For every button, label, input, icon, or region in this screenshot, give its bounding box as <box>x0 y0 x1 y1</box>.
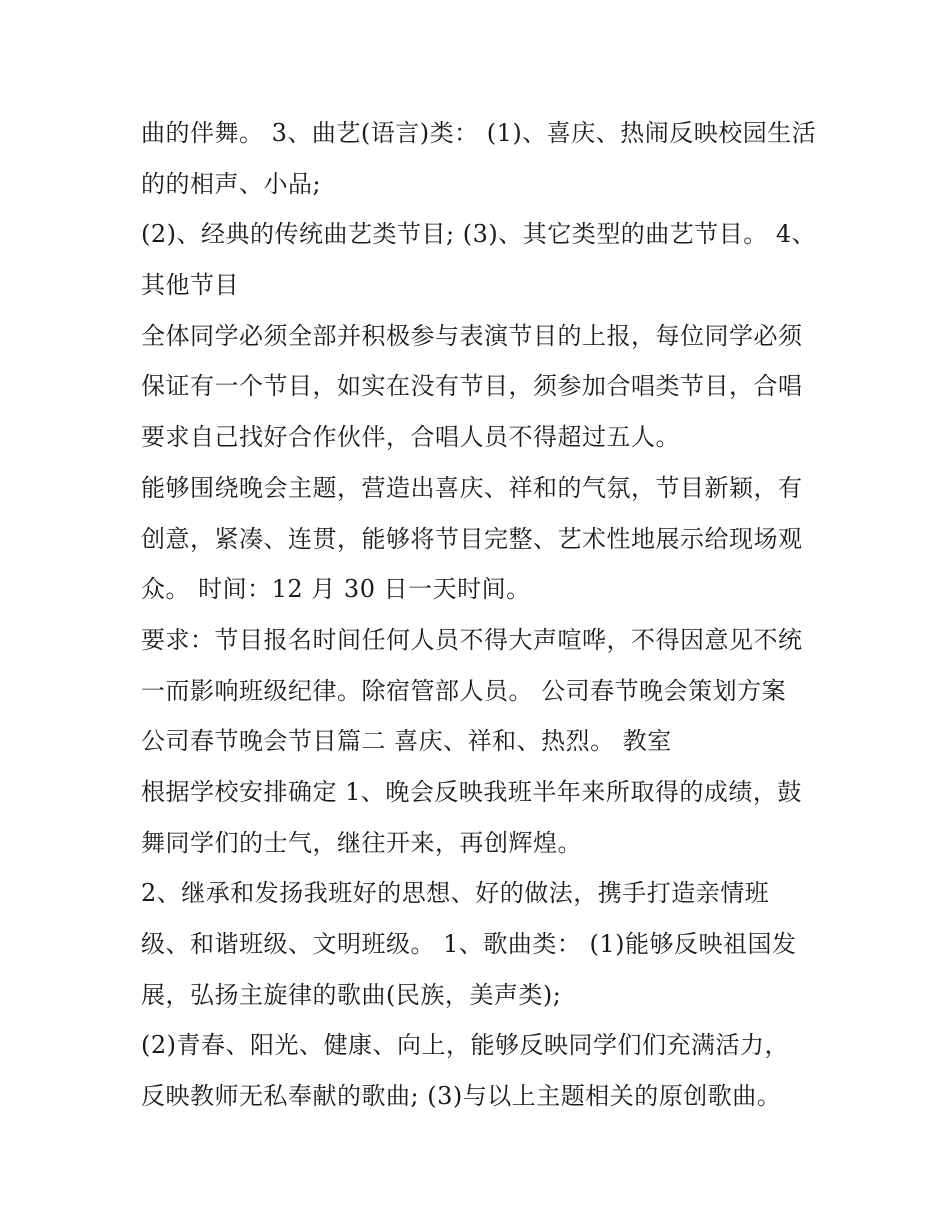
text-line: 反映教师无私奉献的歌曲; (3)与以上主题相关的原创歌曲。 <box>141 1082 782 1111</box>
text-line: 级、和谐班级、文明班级。 1、歌曲类： (1)能够反映祖国发 <box>141 930 797 958</box>
text-line: 其他节目 <box>141 271 239 300</box>
text-line: 公司春节晚会节目篇二 喜庆、祥和、热烈。 教室 <box>141 727 672 756</box>
text-line: 众。 时间：12 月 30 日一天时间。 <box>141 575 531 604</box>
text-line: (2)青春、阳光、健康、向上，能够反映同学们们充满活力， <box>141 1031 789 1060</box>
text-line: 舞同学们的士气，继往开来，再创辉煌。 <box>141 828 582 857</box>
document-body <box>141 108 831 1122</box>
text-line: 要求自己找好合作伙伴，合唱人员不得超过五人。 <box>141 423 680 452</box>
text-line: (2)、经典的传统曲艺类节目; (3)、其它类型的曲艺节目。 4、 <box>141 220 817 249</box>
text-line: 能够围绕晚会主题，营造出喜庆、祥和的气氛，节目新颖，有 <box>141 473 803 502</box>
text-line: 要求：节目报名时间任何人员不得大声喧哗，不得因意见不统 <box>141 625 803 654</box>
text-line: 保证有一个节目，如实在没有节目，须参加合唱类节目，合唱 <box>141 372 803 401</box>
text-line: 展，弘扬主旋律的歌曲(民族，美声类); <box>141 980 562 1009</box>
text-line: 一而影响班级纪律。除宿管部人员。 公司春节晚会策划方案 <box>141 676 787 705</box>
text-line: 的的相声、小品; <box>141 169 322 198</box>
text-line: 根据学校安排确定 1、晚会反映我班半年来所取得的成绩，鼓 <box>141 777 802 806</box>
text-line: 曲的伴舞。 3、曲艺(语言)类： (1)、喜庆、热闹反映校园生活 <box>141 119 817 147</box>
text-line: 2、继承和发扬我班好的思想、好的做法，携手打造亲情班 <box>141 879 770 908</box>
text-line: 全体同学必须全部并积极参与表演节目的上报，每位同学必须 <box>141 321 803 350</box>
text-line: 创意，紧凑、连贯，能够将节目完整、艺术性地展示给现场观 <box>141 524 803 553</box>
